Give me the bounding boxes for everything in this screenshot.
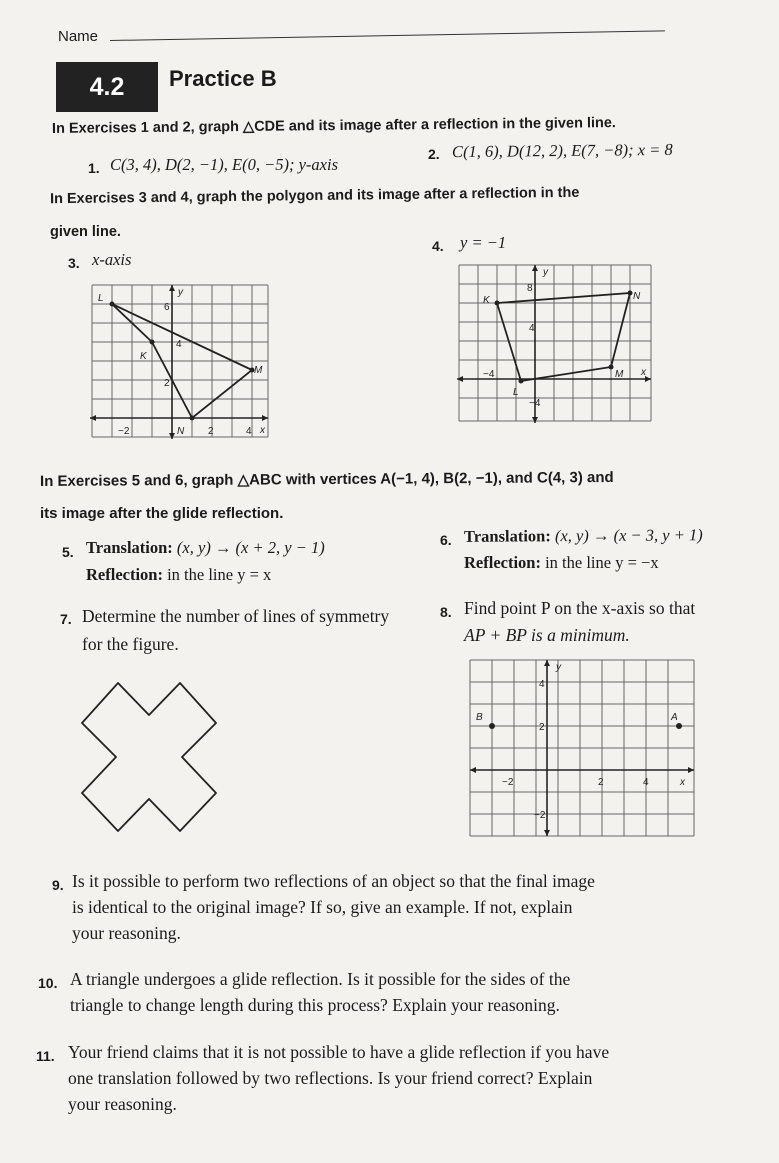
exercise-5-number: 5. <box>62 544 74 560</box>
exercise-9-line3: your reasoning. <box>72 923 181 943</box>
exercise-11-line3: your reasoning. <box>68 1094 177 1114</box>
exercise-5-translation-rule: (x, y) → (x + 2, y − 1) <box>176 538 325 557</box>
instructions-5-6-line2: its image after the glide reflection. <box>40 505 284 522</box>
graph8-tick-ym2: −2 <box>534 810 546 821</box>
exercise-3-number: 3. <box>68 255 80 271</box>
graph3-tick-y4: 4 <box>176 339 182 350</box>
graph8-tick-x2: 2 <box>598 777 604 788</box>
graph8-point-a-label: A <box>671 712 678 723</box>
exercise-4-text: y = −1 <box>460 233 507 252</box>
graph3-tick-y6: 6 <box>164 302 170 313</box>
exercise-6-reflection <box>464 553 659 573</box>
exercise-6-translation <box>464 525 703 547</box>
page-title: Practice B <box>169 66 277 91</box>
graph4-tick-y4: 4 <box>529 323 535 334</box>
graph3-tick-xm2: −2 <box>118 426 130 437</box>
graph8-tick-y4: 4 <box>539 679 545 690</box>
graph8-tick-y2: 2 <box>539 722 545 733</box>
exercise-11-line2: one translation followed by two reflections. Is your friend correct? Explain <box>68 1068 593 1088</box>
exercise-6-translation-rule: (x, y) → (x − 3, y + 1) <box>554 525 703 546</box>
graph8-axis-x-label: x <box>680 777 685 788</box>
exercise-11-line1: Your friend claims that it is not possible to have a glide reflection if you have <box>68 1042 610 1062</box>
instructions-1-2: In Exercises 1 and 2, graph △CDE and its image after a reflection in the given line. <box>51 115 617 137</box>
graph4-tick-y8: 8 <box>527 283 533 294</box>
graph8-point-b-label: B <box>476 712 483 723</box>
exercise-6-translation-label: Translation: <box>463 526 551 546</box>
exercise-8-line1: Find point P on the x-axis so that <box>464 598 696 618</box>
exercise-5-reflection <box>86 565 271 585</box>
graph3-axis-x-label: x <box>260 425 265 436</box>
graph4-tick-xm4: −4 <box>483 369 495 380</box>
exercise-5-reflection-rule: in the line y = x <box>167 565 272 584</box>
graph3-vertex-k: K <box>140 351 147 362</box>
graph4-tick-ym4: −4 <box>529 398 541 409</box>
graph3-axis-y-label: y <box>178 287 183 298</box>
graph3-tick-x4: 4 <box>246 426 252 437</box>
graph3-vertex-l: L <box>98 293 104 304</box>
exercise-7-line2: for the figure. <box>82 634 179 654</box>
exercise-6-number: 6. <box>440 532 452 548</box>
name-label: Name <box>58 28 99 45</box>
graph3-tick-x2: 2 <box>208 426 214 437</box>
exercise-3-text: x-axis <box>92 250 132 269</box>
instructions-3-4-line2: given line. <box>50 224 121 240</box>
exercise-9-line1: Is it possible to perform two reflections of an object so that the final image <box>72 871 595 891</box>
grid-lines <box>459 265 651 421</box>
exercise-4-number: 4. <box>432 238 444 254</box>
exercise-8-number: 8. <box>440 604 452 620</box>
graph8-tick-x4: 4 <box>643 777 649 788</box>
point-a <box>676 723 682 729</box>
grid-lines <box>470 660 694 836</box>
graph3-vertex-m: M <box>254 365 263 376</box>
exercise-7-number: 7. <box>60 611 72 627</box>
cross-shape <box>82 683 216 831</box>
graph8-tick-xm2: −2 <box>502 777 514 788</box>
exercise-9-line2: is identical to the original image? If so, give an example. If not, explain <box>72 897 573 917</box>
graph-exercise-3 <box>88 283 270 441</box>
exercise-10-line2: triangle to change length during this process? Explain your reasoning. <box>70 995 560 1015</box>
exercise-6-reflection-label: Reflection: <box>464 553 541 572</box>
graph4-axis-x-label: x <box>641 367 646 378</box>
graph3-vertex-n: N <box>177 426 185 437</box>
exercise-1-number: 1. <box>88 160 100 176</box>
graph8-axis-y-label: y <box>556 662 561 673</box>
exercise-2-text: C(1, 6), D(12, 2), E(7, −8); x = 8 <box>451 139 673 162</box>
graph-exercise-8 <box>468 658 698 838</box>
exercise-11-number: 11. <box>36 1048 55 1064</box>
instructions-3-4-line1: In Exercises 3 and 4, graph the polygon and its image after a reflection in the <box>49 184 580 208</box>
graph4-vertex-l: L <box>513 387 519 398</box>
graph4-vertex-m: M <box>615 369 624 380</box>
graph4-vertex-n: N <box>633 291 641 302</box>
exercise-8-line2: AP + BP is a minimum. <box>464 625 630 645</box>
point-b <box>489 723 495 729</box>
exercise-9-number: 9. <box>52 877 64 893</box>
graph-exercise-4 <box>455 263 655 425</box>
section-badge: 4.2 <box>56 62 158 112</box>
graph3-tick-y2: 2 <box>164 378 170 389</box>
exercise-10-number: 10. <box>38 975 58 991</box>
name-line[interactable] <box>110 4 665 41</box>
exercise-6-reflection-rule: in the line y = −x <box>545 553 659 572</box>
symmetry-figure <box>78 665 220 835</box>
graph4-axis-y-label: y <box>543 267 548 278</box>
exercise-7-line1: Determine the number of lines of symmetry <box>82 606 390 626</box>
exercise-1-text: C(3, 4), D(2, −1), E(0, −5); y-axis <box>110 155 339 174</box>
exercise-5-translation <box>86 538 325 558</box>
exercise-2-number: 2. <box>428 146 440 162</box>
exercise-5-reflection-label: Reflection: <box>86 565 163 584</box>
graph4-vertex-k: K <box>483 295 490 306</box>
instructions-5-6-line1: In Exercises 5 and 6, graph △ABC with vertices A(−1, 4), B(2, −1), and C(4, 3) and <box>39 468 614 491</box>
exercise-5-translation-label: Translation: <box>86 538 173 557</box>
exercise-10-line1: A triangle undergoes a glide reflection. Is it possible for the sides of the <box>70 969 571 989</box>
